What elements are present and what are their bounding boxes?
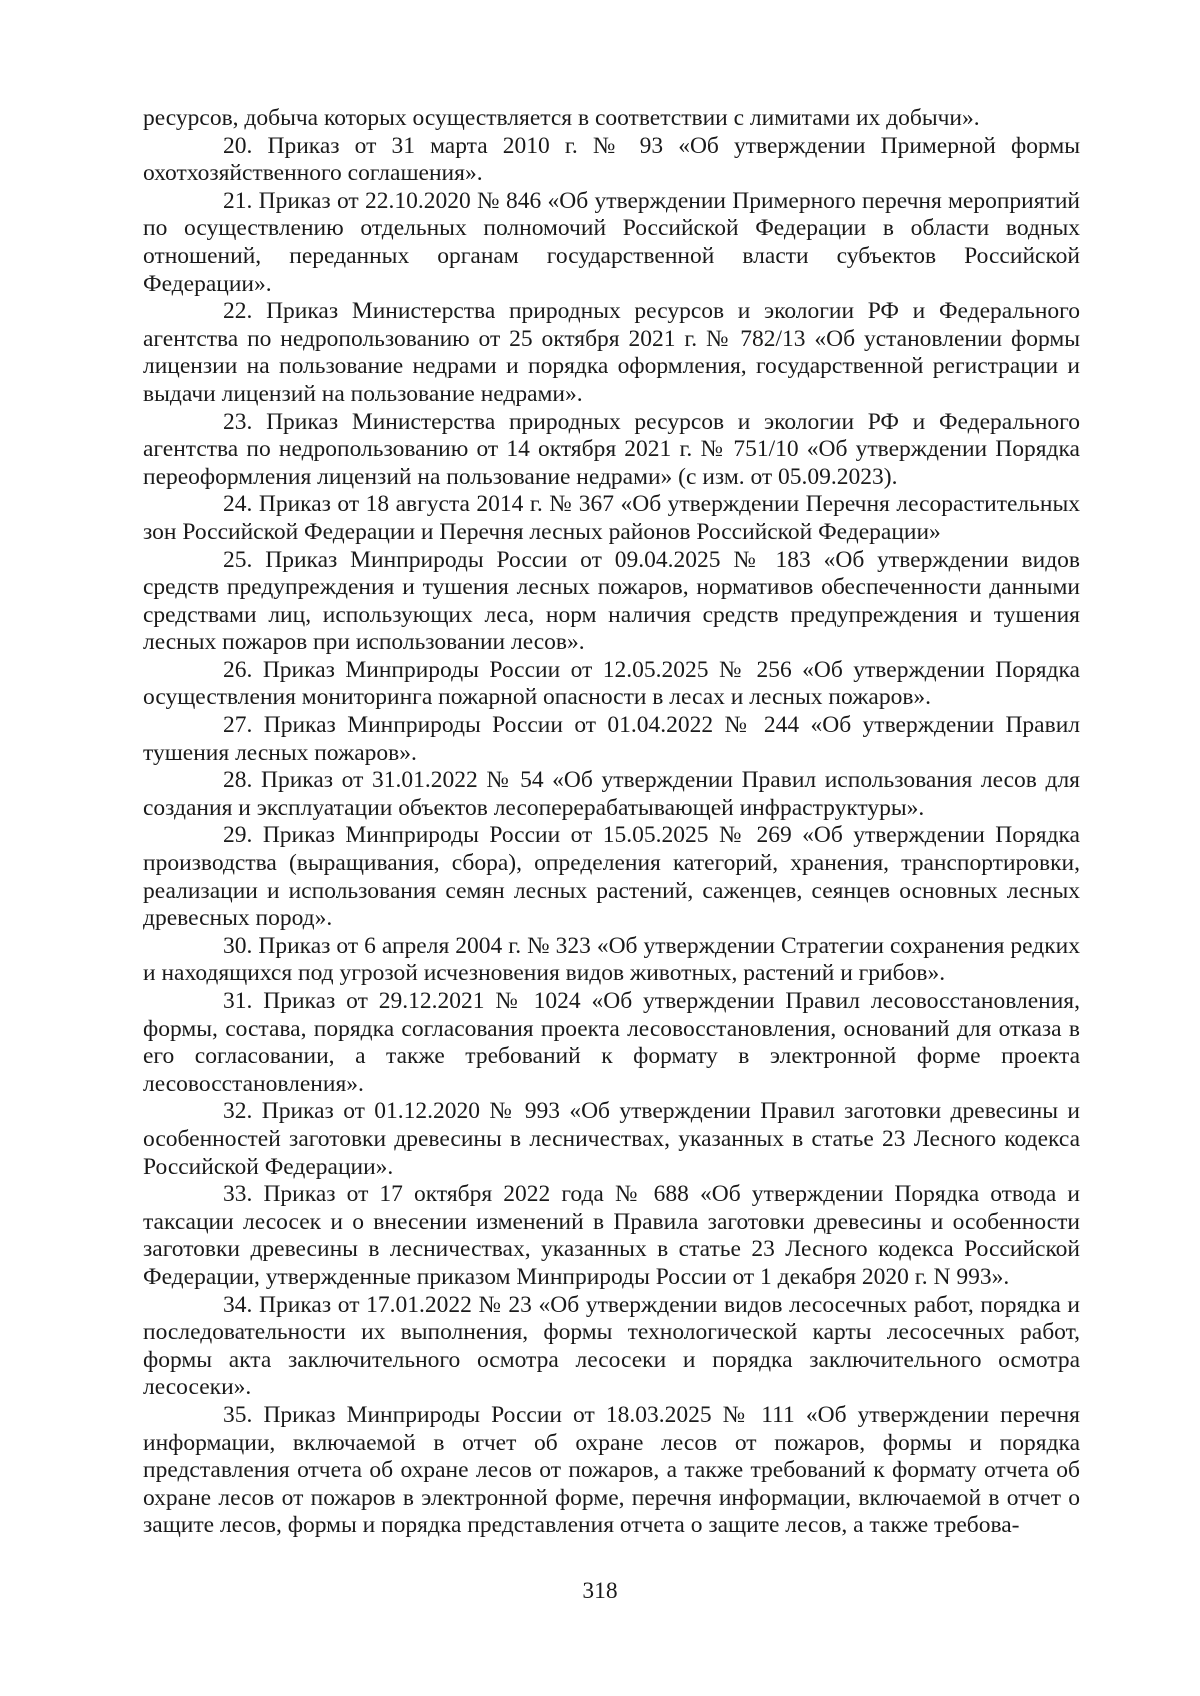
list-item-35: 35. Приказ Минприроды России от 18.03.2025 № 111 «Об утверждении перечня информации, включаемой в отчет об охране лесов от пожаров, формы и порядка представления отчета об охране лесов от пожаров, а также требований к формату отчета об охране лесов от пожаров в электронной форме, перечня информации, включаемой в отчет о защите лесов, формы и порядка представления отчета о защите лесов, а также требова-: [143, 1401, 1080, 1539]
page-number: 318: [582, 1578, 618, 1604]
list-item-29: 29. Приказ Минприроды России от 15.05.2025 № 269 «Об утверждении Порядка производства (выращивания, сбора), определения категорий, хранения, транспортировки, реализации и использования семян лесных растений, саженцев, сеянцев основных лесных древесных пород».: [143, 822, 1080, 932]
list-item-21: 21. Приказ от 22.10.2020 № 846 «Об утверждении Примерного перечня мероприятий по осуществлению отдельных полномочий Российской Федерации в области водных отношений, переданных органам государственной власти субъектов Российской Федерации».: [143, 187, 1080, 297]
list-item-34: 34. Приказ от 17.01.2022 № 23 «Об утверждении видов лесосечных работ, порядка и последовательности их выполнения, формы технологической карты лесосечных работ, формы акта заключительного осмотра лесосеки и порядка заключительного осмотра лесосеки».: [143, 1291, 1080, 1401]
list-item-22: 22. Приказ Министерства природных ресурсов и экологии РФ и Федерального агентства по недропользованию от 25 октября 2021 г. № 782/13 «Об установлении формы лицензии на пользование недрами и порядка оформления, государственной регистрации и выдачи лицензий на пользование недрами».: [143, 298, 1080, 407]
list-item-32: 32. Приказ от 01.12.2020 № 993 «Об утверждении Правил заготовки древесины и особенностей заготовки древесины в лесничествах, указанных в статье 23 Лесного кодекса Российской Федерации».: [143, 1098, 1080, 1180]
list-item-26: 26. Приказ Минприроды России от 12.05.2025 № 256 «Об утверждении Порядка осуществления мониторинга пожарной опасности в лесах и лесных пожаров».: [143, 656, 1080, 711]
list-item-20: 20. Приказ от 31 марта 2010 г. № 93 «Об утверждении Примерной формы охотхозяйственного соглашения».: [143, 132, 1080, 187]
list-item-23: 23. Приказ Министерства природных ресурсов и экологии РФ и Федерального агентства по недропользованию от 14 октября 2021 г. № 751/10 «Об утверждении Порядка переоформления лицензий на пользование недрами» (с изм. от 05.09.2023).: [143, 408, 1080, 490]
list-item-27: 27. Приказ Минприроды России от 01.04.2022 № 244 «Об утверждении Правил тушения лесных пожаров».: [143, 712, 1080, 766]
list-item-25: 25. Приказ Минприроды России от 09.04.2025 № 183 «Об утверждении видов средств предупреждения и тушения лесных пожаров, нормативов обеспеченности данными средствами лиц, использующих леса, норм наличия средств предупреждения и тушения лесных пожаров при использовании лесов».: [143, 546, 1080, 656]
list-item-31: 31. Приказ от 29.12.2021 № 1024 «Об утверждении Правил лесовосстановления, формы, состава, порядка согласования проекта лесовосстановления, оснований для отказа в его согласовании, а также требований к формату в электронной форме проекта лесовосстановления».: [143, 988, 1080, 1097]
document-body: [143, 105, 1080, 1540]
continuation-paragraph: ресурсов, добыча которых осуществляется в соответствии с лимитами их добычи».: [143, 105, 980, 131]
list-item-24: 24. Приказ от 18 августа 2014 г. № 367 «Об утверждении Перечня лесорастительных зон Российской Федерации и Перечня лесных районов Российской Федерации»: [143, 491, 1080, 545]
list-item-30: 30. Приказ от 6 апреля 2004 г. № 323 «Об утверждении Стратегии сохранения редких и находящихся под угрозой исчезновения видов животных, растений и грибов».: [143, 932, 1080, 987]
list-item-33: 33. Приказ от 17 октября 2022 года № 688 «Об утверждении Порядка отвода и таксации лесосек и о внесении изменений в Правила заготовки древесины и особенности заготовки древесины в лесничествах, указанных в статье 23 Лесного кодекса Российской Федерации, утвержденные приказом Минприроды России от 1 декабря 2020 г. N 993».: [143, 1181, 1080, 1290]
list-item-28: 28. Приказ от 31.01.2022 № 54 «Об утверждении Правил использования лесов для создания и эксплуатации объектов лесоперерабатывающей инфраструктуры».: [143, 767, 1080, 821]
